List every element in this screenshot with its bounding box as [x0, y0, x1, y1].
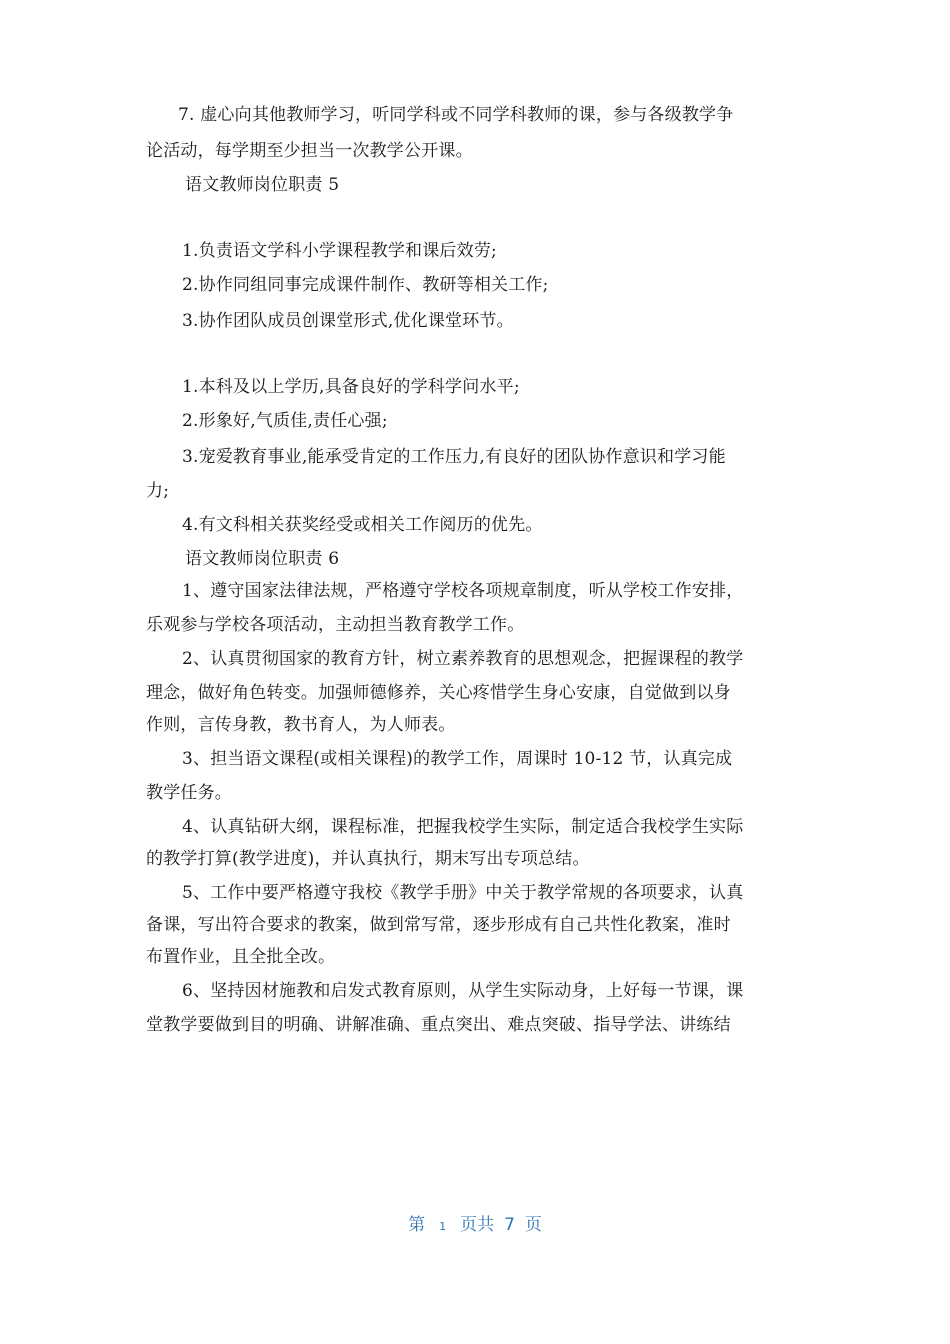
total-pages-number: 7	[504, 1215, 515, 1235]
text-line: 作则，言传身教，教书育人，为人师表。	[146, 715, 456, 735]
text-line: 3.协作团队成员创课堂形式,优化课堂环节。	[182, 311, 514, 331]
text-line: 备课，写出符合要求的教案，做到常写常，逐步形成有自己共性化教案，准时	[146, 915, 731, 935]
text-line: 堂教学要做到目的明确、讲解准确、重点突出、难点突破、指导学法、讲练结	[146, 1015, 731, 1035]
section-heading: 语文教师岗位职责 6	[185, 549, 340, 569]
footer-prefix: 第	[408, 1215, 426, 1235]
text-line: 的教学打算(教学进度)，并认真执行，期末写出专项总结。	[146, 849, 590, 869]
text-line: 3、担当语文课程(或相关课程)的教学工作，周课时 10-12 节，认真完成	[182, 749, 733, 769]
text-line: 2.形象好,气质佳,责任心强;	[182, 411, 388, 431]
text-line: 1、遵守国家法律法规，严格遵守学校各项规章制度，听从学校工作安排，	[182, 581, 744, 601]
page-footer	[0, 1210, 950, 1235]
text-line: 教学任务。	[146, 783, 232, 803]
current-page-number: 1	[439, 1220, 447, 1233]
text-line: 理念，做好角色转变。加强师德修养，关心疼惜学生身心安康，自觉做到以身	[146, 683, 731, 703]
text-line: 1.本科及以上学历,具备良好的学科学问水平;	[182, 377, 520, 397]
text-line: 2、认真贯彻国家的教育方针，树立素养教育的思想观念，把握课程的教学	[182, 649, 744, 669]
text-line: 1.负责语文学科小学课程教学和课后效劳;	[182, 241, 497, 261]
footer-suffix: 页	[524, 1215, 542, 1235]
text-line: 5、工作中要严格遵守我校《教学手册》中关于教学常规的各项要求，认真	[182, 883, 744, 903]
text-line: 2.协作同组同事完成课件制作、教研等相关工作;	[182, 275, 549, 295]
text-line: 布置作业，且全批全改。	[146, 947, 336, 967]
text-line: 力;	[146, 481, 170, 501]
text-line: 乐观参与学校各项活动，主动担当教育教学工作。	[146, 615, 525, 635]
footer-middle: 页共	[460, 1215, 495, 1235]
text-line: 6、坚持因材施教和启发式教育原则，从学生实际动身，上好每一节课，课	[182, 981, 744, 1001]
text-line: 4、认真钻研大纲，课程标准，把握我校学生实际，制定适合我校学生实际	[182, 817, 744, 837]
text-line: 论活动，每学期至少担当一次教学公开课。	[146, 141, 473, 161]
text-line: 7. 虚心向其他教师学习，听同学科或不同学科教师的课，参与各级教学争	[178, 105, 734, 125]
text-line: 3.宠爱教育事业,能承受肯定的工作压力,有良好的团队协作意识和学习能	[182, 447, 726, 467]
text-line: 4.有文科相关获奖经受或相关工作阅历的优先。	[182, 515, 543, 535]
section-heading: 语文教师岗位职责 5	[185, 175, 340, 195]
